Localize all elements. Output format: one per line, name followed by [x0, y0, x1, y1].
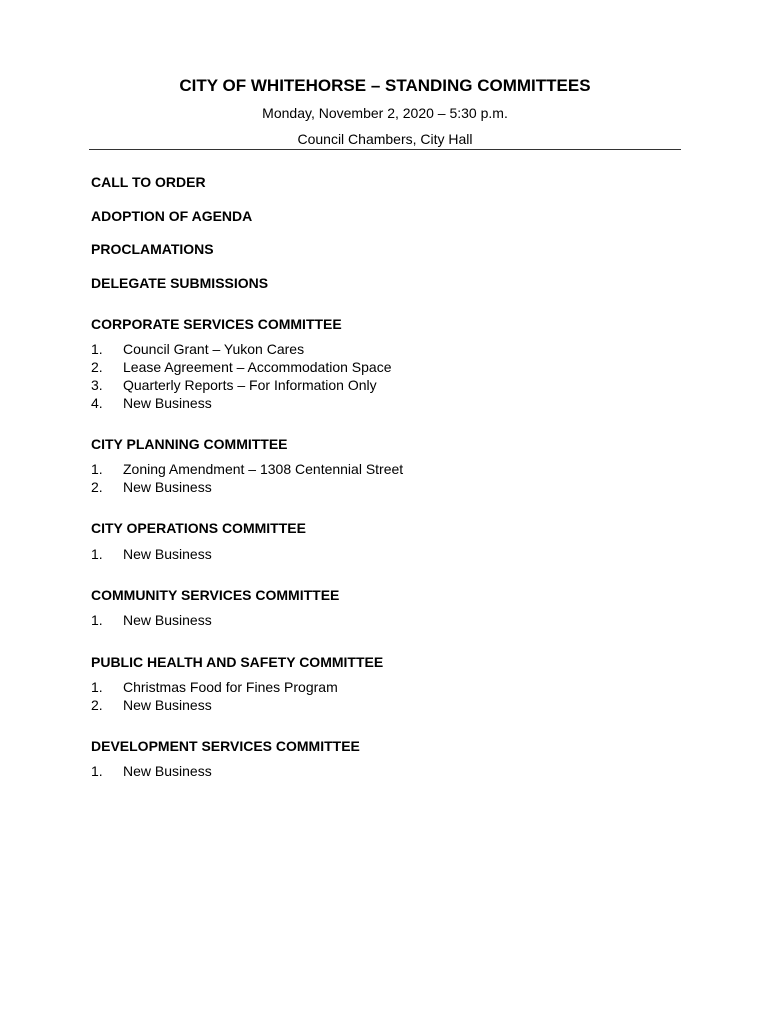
item-text: New Business	[123, 697, 212, 713]
committee-heading: CORPORATE SERVICES COMMITTEE	[91, 316, 342, 332]
committee-heading: PUBLIC HEALTH AND SAFETY COMMITTEE	[91, 654, 384, 670]
item-number: 1.	[91, 679, 103, 695]
item-text: Lease Agreement – Accommodation Space	[123, 359, 392, 375]
committee-heading: COMMUNITY SERVICES COMMITTEE	[91, 587, 340, 603]
section-delegate-submissions: DELEGATE SUBMISSIONS	[91, 275, 269, 291]
item-number: 2.	[91, 479, 103, 495]
item-number: 1.	[91, 546, 103, 562]
committee-heading: DEVELOPMENT SERVICES COMMITTEE	[91, 738, 360, 754]
item-text: Zoning Amendment – 1308 Centennial Street	[123, 461, 404, 477]
section-adoption-of-agenda: ADOPTION OF AGENDA	[91, 208, 253, 224]
item-number: 1.	[91, 612, 103, 628]
item-number: 3.	[91, 377, 103, 393]
item-number: 2.	[91, 697, 103, 713]
header-divider	[89, 149, 681, 150]
item-text: New Business	[123, 395, 212, 411]
item-text: Christmas Food for Fines Program	[123, 679, 338, 695]
item-number: 4.	[91, 395, 103, 411]
item-text: New Business	[123, 612, 212, 628]
committee-heading: CITY OPERATIONS COMMITTEE	[91, 520, 306, 536]
item-text: Quarterly Reports – For Information Only	[123, 377, 377, 393]
item-number: 1.	[91, 341, 103, 357]
item-text: New Business	[123, 763, 212, 779]
committee-heading: CITY PLANNING COMMITTEE	[91, 436, 288, 452]
item-number: 2.	[91, 359, 103, 375]
item-text: New Business	[123, 546, 212, 562]
item-text: New Business	[123, 479, 212, 495]
item-text: Council Grant – Yukon Cares	[123, 341, 305, 357]
item-number: 1.	[91, 763, 103, 779]
item-number: 1.	[91, 461, 103, 477]
section-proclamations: PROCLAMATIONS	[91, 241, 214, 257]
section-call-to-order: CALL TO ORDER	[91, 174, 206, 190]
meeting-date-time: Monday, November 2, 2020 – 5:30 p.m.	[262, 105, 508, 121]
meeting-location: Council Chambers, City Hall	[297, 131, 473, 147]
page-title: CITY OF WHITEHORSE – STANDING COMMITTEES	[179, 76, 591, 95]
